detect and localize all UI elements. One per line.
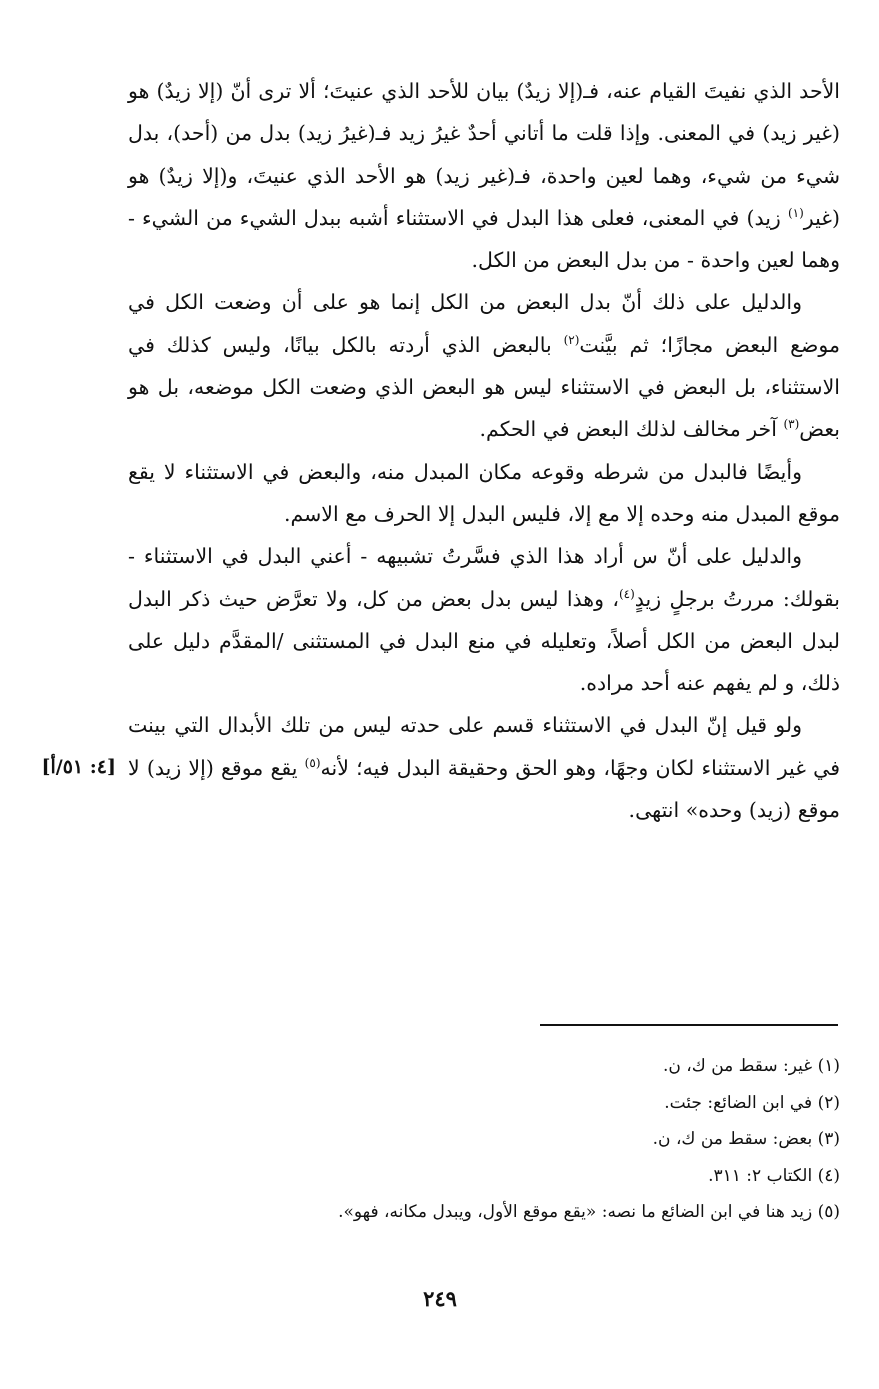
paragraph [128,704,840,831]
text-segment: والدليل على ذلك أنّ بدل البعض من الكل إنما هو على أن وضعت الكل في موضع البعض مجازًا؛ ثم بيَّنت [128,290,840,357]
footnote-item: (٢) في ابن الضائع: جئت. [664,1092,840,1113]
footnote-ref[interactable]: (٥) [304,755,321,770]
page-number: ٢٤٩ [423,1286,457,1311]
footnote-ref[interactable]: (٤) [618,586,635,601]
manuscript-margin-reference: [٤: ٥١/أ] [41,756,116,778]
footnotes-list [128,1048,840,1231]
paragraph [128,535,840,704]
footnote-ref[interactable]: (٢) [563,332,580,347]
footnote-item: (٤) الكتاب ٢: ٣١١. [708,1165,840,1186]
footnote-item: (١) غير: سقط من ك، ن. [663,1056,840,1076]
main-text [128,70,840,831]
text-segment: يقع موقع (إلا زيد) لا موقع (زيد) وحده» انتهى. [128,755,840,823]
text-segment: بالبعض الذي أردته بالكل بيانًا، وليس كذلك في الاستثناء، بل البعض في الاستثناء ليس هو البعض الذي وضعت الكل موضعه، بل هو بعض [128,332,840,442]
footnote-item: (٣) بعض: سقط من ك، ن. [652,1129,840,1149]
text-segment: آخر مخالف لذلك البعض في الحكم. [479,417,784,442]
text-segment: زيد) في المعنى، فعلى هذا البدل في الاستثناء أشبه ببدل الشيء من الشيء - وهما لعين واحدة - من بدل البعض من الكل. [128,205,840,273]
footnote-divider [540,1024,838,1026]
footnote-ref[interactable]: (١) [787,206,804,221]
footnote-ref[interactable]: (٣) [783,417,800,432]
text-segment: ، وهذا ليس بدل بعض من كل، ولا تعرَّض حيث ذكر البدل لبدل البعض من الكل أصلاً، وتعليله في منع البدل في المستثنى /المقدَّم دليل على ذلك، و لم يفهم عنه أحد مراده. [128,586,840,696]
footnote-item: (٥) زيد هنا في ابن الضائع ما نصه: «يقع موقع الأول، ويبدل مكانه، فهو». [338,1202,840,1222]
text-segment: الأحد الذي نفيتَ القيام عنه، فـ(إلا زيدٌ) بيان للأحد الذي عنيتَ؛ ألا ترى أنّ (إلا زيدٌ) هو (غير زيد) في المعنى. وإذا قلت ما أتاني أحدٌ غيرُ زيد فـ(غيرُ زيد) بدل من (أحد)، بدل شيء من شيء، وهما لعين واحدة، فـ(غير زيد) هو الأحد الذي عنيتَ، و(إلا زيدٌ) هو (غير [128,79,840,230]
paragraph [128,281,840,450]
paragraph [128,451,840,536]
text-segment: وأيضًا فالبدل من شرطه وقوعه مكان المبدل منه، والبعض في الاستثناء لا يقع موقع المبدل منه وحده إلا مع إلا، فليس البدل إلا الحرف مع الاسم. [128,459,840,526]
paragraph [128,70,840,281]
text-segment: والدليل على أنّ س أراد هذا الذي فسَّرتُ تشبيهه - أعني البدل في الاستثناء - بقولك: مررتُ برجلٍ زيدٍ [128,544,840,611]
text-segment: ولو قيل إنّ البدل في الاستثناء قسم على حدته ليس من تلك الأبدال التي بينت في غير الاستثناء لكان وجهًا، وهو الحق وحقيقة البدل فيه؛ لأنه [128,713,840,780]
